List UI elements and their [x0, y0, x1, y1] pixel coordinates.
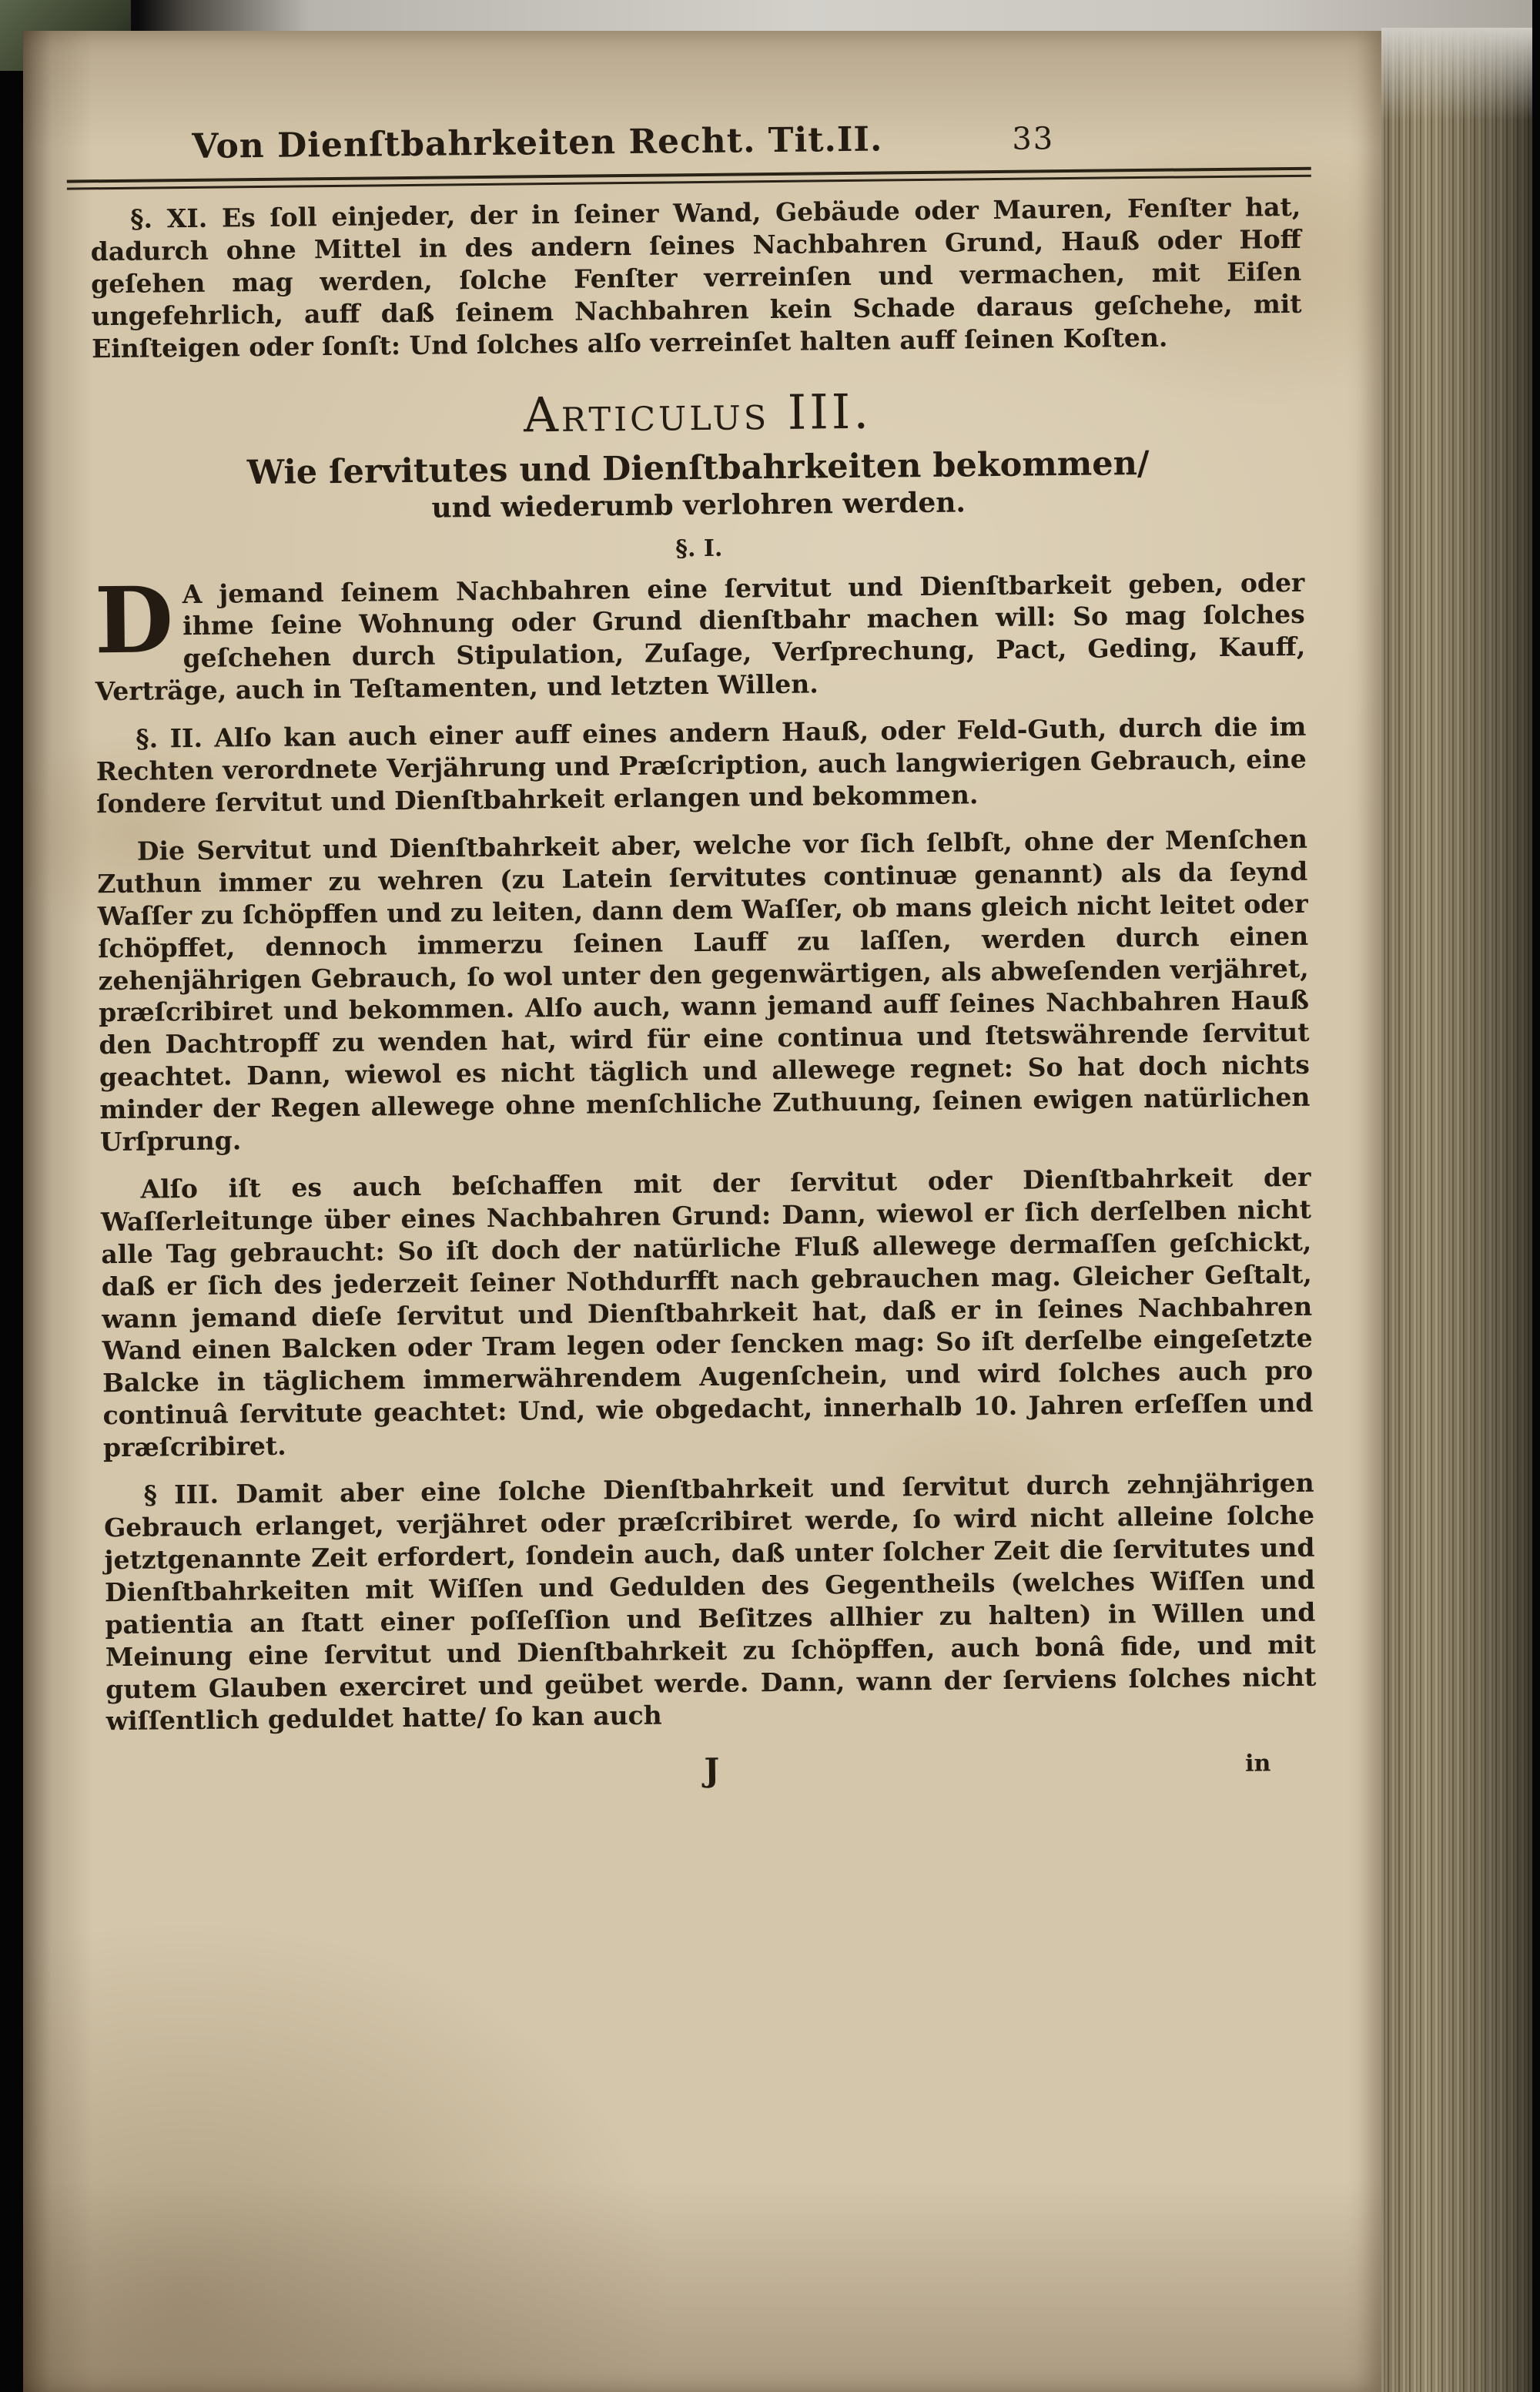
fore-edge-pages: [1381, 28, 1532, 2392]
page-number: 33: [1012, 121, 1055, 157]
paragraph-section-xi: §. XI. Es ſoll einjeder, der in ſeiner Wand, Gebäude oder Mauren, Fenſter hat, dadurch ohne Mittel in des andern ſeines Nachbahren Grund, Hauß oder Hoff geſehen mag werden, ſolche Fenſter verreinſen und vermachen, mit Eiſen ungefehrlich, auff daß ſeinem Nachbahren kein Schade daraus geſchehe, mit Einſteigen oder ſonſt: Und ſolches alſo verreinſet halten auff ſeinen Koſten.: [90, 191, 1302, 363]
section-label-i: §. I.: [675, 534, 723, 562]
paragraph-section-i: [94, 566, 1306, 708]
catchword: in: [1244, 1750, 1271, 1778]
running-header: [192, 115, 1377, 166]
header-double-rule: [67, 167, 1311, 190]
paragraph-continua: Die Servitut und Dienſtbahrkeit aber, welche vor ſich ſelbſt, ohne der Menſchen Zuthun immer zu wehren (zu Latein ſervitutes continuæ genannt) als da ſeynd Waſſer zu ſchöpffen und zu leiten, dann dem Waſſer, ob mans gleich nicht leitet oder ſchöpffet, dennoch immerzu ſeinen Lauff zu laſſen, werden durch einen zehenjährigen Gebrauch, ſo wol unter den gegenwärtigen, als abweſenden verjähret, præſcribiret und bekommen. Alſo auch, wann jemand auff ſeines Nachbahren Hauß den Dachtropff zu wenden hat, wird für eine continua und ſtetswährende ſervitut geachtet. Dann, wiewol es nicht täglich und allewege regnet: So hat doch nichts minder der Regen allewege ohne menſchliche Zuthuung, ſeinen ewigen natürlichen Urſprung.: [97, 823, 1311, 1157]
chapter-subtitle-line1: Wie ſervitutes und Dienſtbahrkeiten bekommen/: [246, 444, 1150, 492]
chapter-subtitle-line2: und wiederumb verlohren werden.: [431, 485, 966, 524]
paragraph-section-i-text: A jemand ſeinem Nachbahren eine ſervitut und Dienſtbarkeit geben, oder ihme ſeine Wohnung oder Grund dienſtbahr machen will: So mag ſolches geſchehen durch Stipulation, Zuſage, Verſprechung, Pact, Geding, Kauff, Verträge, auch in Teſtamenten, und letzten Willen.: [95, 567, 1306, 707]
drop-cap-initial: D: [94, 565, 174, 674]
scan-right-border: [1532, 0, 1540, 2392]
book-page: [23, 31, 1381, 2392]
paragraph-wasserleitung: Alſo iſt es auch beſchaffen mit der ſervitut oder Dienſtbahrkeit der Waſſerleitunge über eines Nachbahren Grund: Dann, wiewol er ſich derſelben nicht alle Tag gebraucht: So iſt doch der natürliche Fluß allewege dermaſſen geſchickt, daß er ſich des jederzeit ſeiner Nothdurfft nach gebrauchen mag. Gleicher Geſtalt, wann jemand dieſe ſervitut und Dienſtbahrkeit hat, daß er in ſeines Nachbahren Wand einen Balcken oder Tram legen oder ſencken mag: So iſt derſelbe eingeſetzte Balcke in täglichem immerwährendem Augenſchein, und wird ſolches auch pro continuâ ſervitute geachtet: Und, wie obgedacht, innerhalb 10. Jahren erſeſſen und præſcribiret.: [100, 1161, 1314, 1463]
signature-mark: J: [704, 1751, 720, 1790]
page-content: [18, 24, 1394, 1805]
paragraph-section-iii: § III. Damit aber eine ſolche Dienſtbahrkeit und ſervitut durch zehnjährigen Gebrauch erlanget, verjähret oder præſcribiret werde, ſo wird nicht alleine ſolche jetztgenannte Zeit erfordert, ſondein auch, daß unter ſolcher Zeit die ſervitutes und Dienſtbahrkeiten mit Wiſſen und Gedulden des Gegentheils (welches Wiſſen und patientia an ſtatt einer poſſeſſion und Beſitzes allhier zu halten) in Willen und Meinung eine ſervitut und Dienſtbahrkeit zu ſchöpffen, auch bonâ fide, und mit gutem Glauben exerciret und geübet werde. Dann, wann der ſerviens ſolches nicht wiſſentlich geduldet hatte/ ſo kan auch: [103, 1467, 1317, 1737]
articulus-heading: Articulus III.: [523, 383, 872, 443]
text-block: [90, 191, 1317, 1804]
header-title: Von Dienſtbahrkeiten Recht. Tit.II.: [192, 119, 883, 166]
page-foot: [106, 1745, 1317, 1804]
paragraph-section-ii: §. II. Alſo kan auch einer auff eines andern Hauß, oder Feld-Guth, durch die im Rechten verordnete Verjährung und Præſcription, auch langwierigen Gebrauch, eine ſondere ſervitut und Dienſtbahrkeit erlangen und bekommen.: [95, 711, 1307, 819]
